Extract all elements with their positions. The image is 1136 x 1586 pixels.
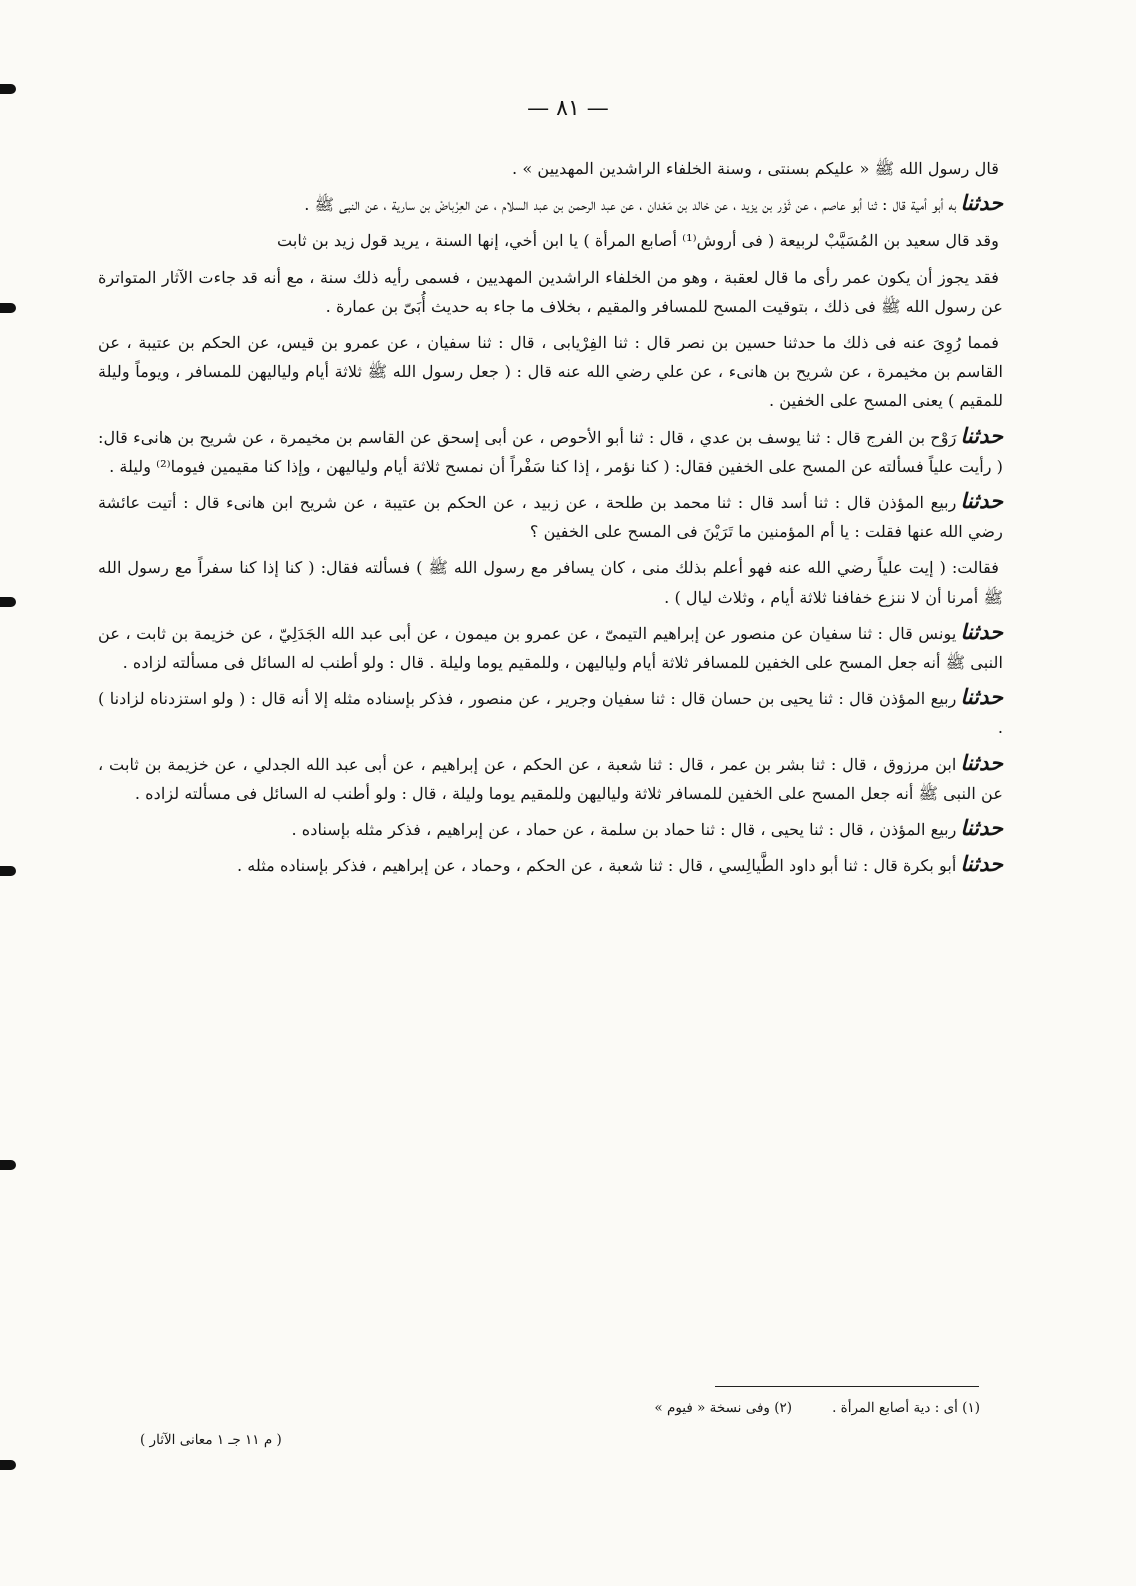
paragraph-text: ربيع المؤذن قال : ثنا يحيى بن حسان قال : ثنا سفيان وجرير ، عن منصور ، فذكر بإسناده مثله إلا أنه قال : ( ولو استزدناه لزادنا ) . [98, 689, 1003, 738]
paragraph-text: ربيع المؤذن ، قال : ثنا يحيى ، قال : ثنا حماد بن سلمة ، عن حماد ، عن إبراهيم ، فذكر مثله بإسناده . [291, 820, 957, 840]
paragraph [98, 617, 1003, 677]
margin-mark [0, 866, 16, 876]
paragraph-lead: حدثنا [960, 749, 1003, 775]
paragraph-lead: حدثنا [960, 815, 1003, 841]
margin-mark [0, 1460, 16, 1470]
paragraph-text: يونس قال : ثنا سفيان عن منصور عن إبراهيم التيمىّ ، عن عمرو بن ميمون ، عن أبى عبد الله الجَدَلِيّ ، عن خزيمة بن ثابت ، عن النبى ﷺ أنه جعل المسح على الخفين للمسافر ثلاثة أيام ولياليهن ، وللمقيم يوما وليلة . قال : ولو أطنب له السائل فى مسألته لزاده . [98, 623, 1003, 673]
paragraph [98, 813, 1003, 844]
paragraph-text: فقد يجوز أن يكون عمر رأى ما قال لعقبة ، وهو من الخلفاء الراشدين المهديين ، فسمى رأيه ذلك سنة ، مع أنه قد جاءت الآثار المتواترة عن رسول الله ﷺ فى ذلك ، بتوقيت المسح للمسافر والمقيم ، بخلاف ما جاء به حديث أُبَىّ بن عمارة . [98, 267, 1003, 316]
signature-mark: ( م ١١ جـ ١ معانى الآثار ) [140, 1432, 282, 1448]
paragraph-text: قال رسول الله ﷺ « عليكم بسنتى ، وسنة الخلفاء الراشدين المهديين » . [512, 159, 999, 178]
paragraph-lead: حدثنا [960, 488, 1003, 514]
paragraph [98, 224, 1003, 255]
paragraph [98, 551, 1003, 611]
paragraph [98, 486, 1003, 546]
paragraph [98, 326, 1003, 416]
paragraph-text: ابن مرزوق ، قال : ثنا بشر بن عمر ، قال : ثنا شعبة ، عن الحكم ، عن إبراهيم ، عن أبى عبد الله الجدلي ، عن خزيمة بن ثابت ، عن النبى ﷺ أنه جعل المسح على الخفين للمسافر ثلاثة ولياليهن وللمقيم يوما وليلة ، قال : ولو أطنب له السائل فى مسألته لزاده . [98, 754, 1003, 803]
paragraph-text: فقالت: ( إيت علياً رضي الله عنه فهو أعلم بذلك منى ، كان يسافر مع رسول الله ﷺ ) فسألته فقال: ( كنا إذا كنا سفراً مع رسول الله ﷺ أمرنا أن لا ننزع خفافنا ثلاثة أيام ، وثلاث ليال ) . [98, 558, 1003, 607]
paragraph-text: وقد قال سعيد بن المُسَيَّبْ لربيعة ( فى أروش⁽¹⁾ أصابع المرأة ) يا ابن أخي، إنها السنة ، يريد قول زيد بن ثابت [276, 231, 999, 251]
paragraph [98, 682, 1003, 742]
paragraph [98, 849, 1003, 880]
margin-mark [0, 303, 16, 313]
paragraph-text: ربيع المؤذن قال : ثنا أسد قال : ثنا محمد بن طلحة ، عن زبيد ، عن الحكم بن عتيبة ، عن شريح ابن هانىء قال : أتيت عائشة رضي الله عنها فقلت : يا أم المؤمنين ما تَرَيْنَ فى المسح على الخفين ؟ [98, 493, 1003, 542]
margin-mark [0, 597, 16, 607]
paragraph-text: أبو بكرة قال : ثنا أبو داود الطَّيالِسي ، قال : ثنا شعبة ، عن الحكم ، وحماد ، عن إبراهيم ، فذكر بإسناده مثله . [236, 856, 957, 876]
paragraph-lead: حدثنا [960, 684, 1003, 710]
margin-mark [0, 1160, 16, 1170]
footnote: (٢) وفى نسخة « فيوم » [654, 1400, 793, 1416]
paragraph-lead: حدثنا [960, 422, 1003, 448]
body-text [98, 152, 1003, 885]
paragraph [98, 261, 1003, 321]
margin-mark [0, 84, 16, 94]
footnotes [480, 1400, 980, 1416]
paragraph-text: رَوْح بن الفرج قال : ثنا يوسف بن عدي ، قال : ثنا أبو الأحوص ، عن أبى إسحق عن القاسم بن مخيمرة ، عن شريح بن هانىء قال: ( رأيت علياً فسألته عن المسح على الخفين فقال: ( كنا نؤمر ، إذا كنا سَفْراً أن نمسح ثلاثة أيام ولياليهن ، وإذا كنا مقيمين فيوما⁽²⁾ وليلة . [98, 427, 1003, 476]
paragraph-text: فمما رُوِىَ عنه فى ذلك ما حدثنا حسين بن نصر قال : ثنا الفِرْيابى ، قال : ثنا سفيان ، عن عمرو بن قيس، عن الحكم بن عتيبة ، عن القاسم بن مخيمرة ، عن شريح بن هانىء ، عن علي رضي الله عنه قال : ( جعل رسول الله ﷺ ثلاثة أيام ولياليهن للمسافر ، ويوماً وليلة للمقيم ) يعنى المسح على الخفين . [98, 333, 1003, 411]
paragraph [98, 152, 1003, 183]
paragraph [98, 421, 1003, 481]
footnote-divider [715, 1386, 979, 1387]
paragraph-lead: حدثنا [960, 618, 1003, 644]
paragraph-lead: حدثنا [960, 190, 1003, 216]
page-number: — ٨١ — [527, 96, 609, 121]
footnote: (١) أى : دية أصابع المرأة . [832, 1400, 980, 1416]
paragraph-lead: حدثنا [960, 851, 1003, 877]
paragraph-text: به أبو أمية قال : ثنا أبو عاصم ، عن ثَوْر بن يزيد ، عن خالد بن مَعْدان ، عن عبد الرحمن بن عبد السلام ، عن العِرْباضْ بن سارية ، عن النبى ﷺ . [304, 195, 957, 215]
paragraph [98, 188, 1003, 219]
paragraph [98, 748, 1003, 808]
